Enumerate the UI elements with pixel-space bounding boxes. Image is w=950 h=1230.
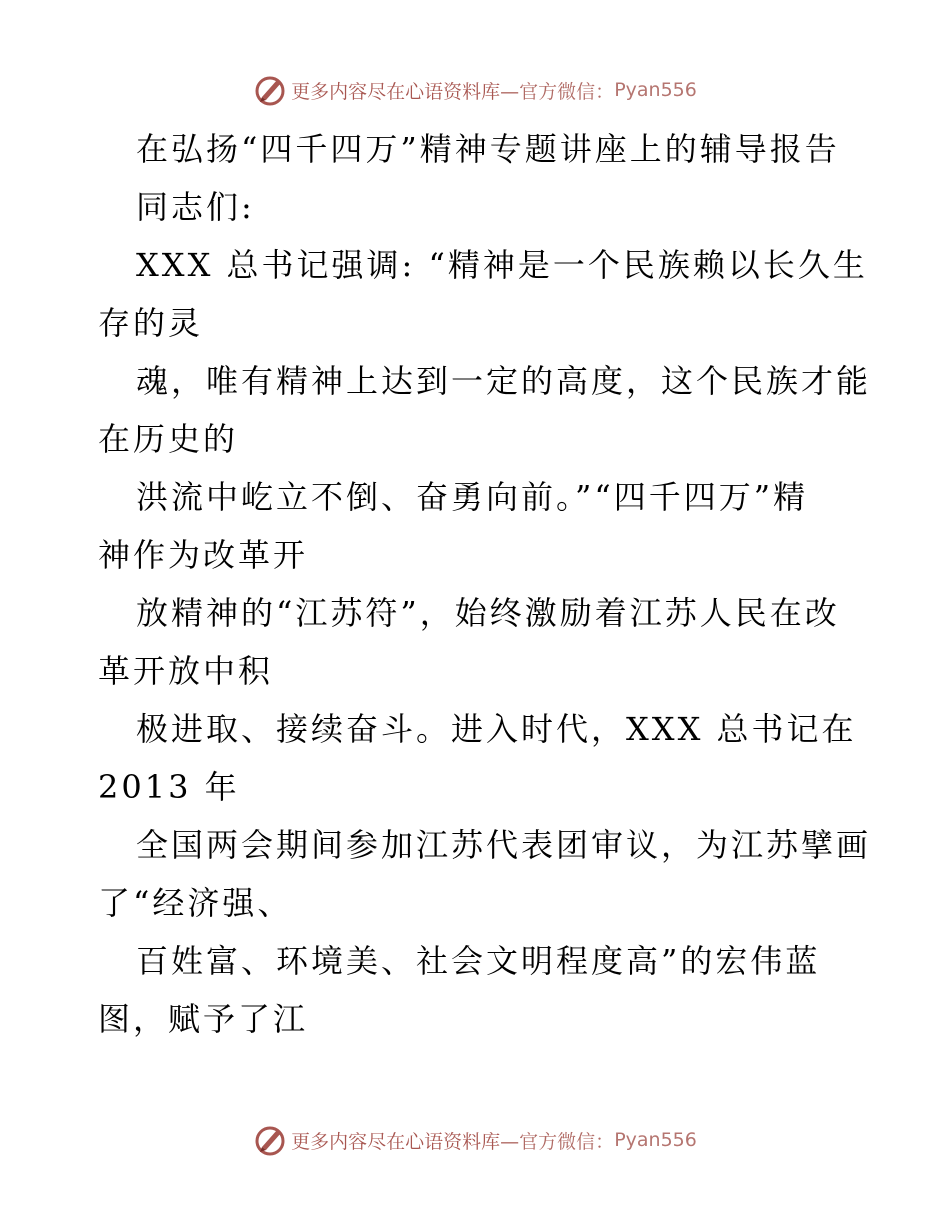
paragraph-line: 同志们:	[136, 188, 255, 226]
paragraph-line: 洪流中屹立不倒、奋勇向前。”“四千四万”精	[136, 478, 809, 516]
watermark-text: 更多内容尽在心语资料库	[291, 80, 501, 103]
document-body	[98, 120, 872, 1048]
document-title: 在弘扬“四千四万”精神专题讲座上的辅导报告	[136, 130, 840, 168]
paragraph-line: 全国两会期间参加江苏代表团审议，为江苏擘画	[136, 826, 872, 864]
watermark-separator: —官方微信：	[500, 80, 615, 103]
paragraph-line: 魂，唯有精神上达到一定的高度，这个民族才能	[136, 362, 872, 400]
paragraph-line: 革开放中积	[98, 652, 274, 690]
paragraph-line: 神作为改革开	[98, 536, 309, 574]
pen-circle-icon	[253, 72, 289, 108]
paragraph-line: 2013 年	[98, 768, 240, 806]
paragraph-line: 存的灵	[98, 304, 204, 342]
pen-circle-icon	[253, 1122, 289, 1158]
paragraph-line: XXX 总书记强调: “精神是一个民族赖以长久生	[136, 246, 868, 284]
paragraph-line: 放精神的“江苏符”，始终激励着江苏人民在改	[136, 594, 840, 632]
watermark-handle: Pyan556	[614, 79, 697, 101]
header-watermark	[0, 70, 950, 110]
paragraph-line: 极进取、接续奋斗。进入时代，XXX 总书记在	[136, 710, 857, 748]
watermark-text: 更多内容尽在心语资料库	[291, 1130, 501, 1153]
paragraph-line: 在历史的	[98, 420, 239, 458]
watermark-handle: Pyan556	[614, 1129, 697, 1151]
watermark-separator: —官方微信：	[500, 1130, 615, 1153]
paragraph-line: 了“经济强、	[98, 884, 293, 922]
paragraph-line: 图，赋予了江	[98, 1000, 309, 1038]
footer-watermark	[0, 1120, 950, 1160]
paragraph-line: 百姓富、环境美、社会文明程度高”的宏伟蓝	[136, 942, 821, 980]
